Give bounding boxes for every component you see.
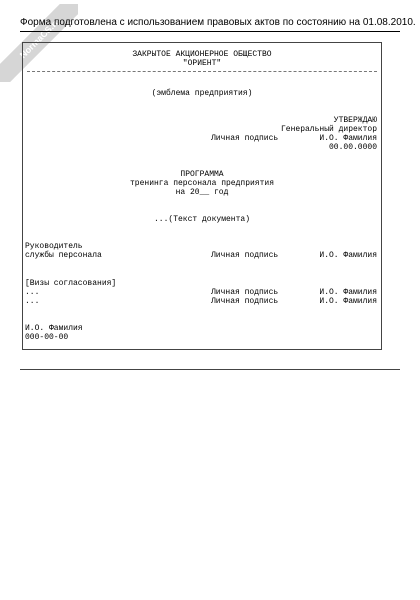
visa-row-2-item: ... <box>25 297 40 306</box>
approve-date: 00.00.0000 <box>328 143 377 152</box>
emblem-placeholder: (эмблема предприятия) <box>151 89 253 98</box>
document-bottom-edge <box>23 349 381 350</box>
document-top-edge <box>23 42 381 43</box>
approve-title: УТВЕРЖДАЮ <box>333 116 377 125</box>
head-name: И.О. Фамилия <box>319 251 377 260</box>
visa-row-1-item: ... <box>25 288 40 297</box>
visa-row-1-signature: Личная подпись <box>211 288 279 297</box>
approve-name: И.О. Фамилия <box>319 134 377 143</box>
head-position-line2: службы персонала <box>25 251 102 260</box>
document-frame <box>22 42 382 350</box>
program-title: ПРОГРАММА <box>180 170 224 179</box>
program-subtitle: тренинга персонала предприятия <box>129 179 275 188</box>
visas-label: [Визы согласования] <box>25 279 117 288</box>
head-signature: Личная подпись <box>211 251 279 260</box>
visa-row-1-name: И.О. Фамилия <box>319 288 377 297</box>
program-year: на 20__ год <box>175 188 229 197</box>
watermark-text: NormaCS.ru <box>0 4 78 82</box>
visa-row-2-name: И.О. Фамилия <box>319 297 377 306</box>
company-divider <box>27 71 377 72</box>
document-body-placeholder: ...(Текст документа) <box>153 215 250 224</box>
legal-status-note: Форма подготовлена с использованием правовых актов по состоянию на 01.08.2010. <box>20 14 400 32</box>
approve-position: Генеральный директор <box>280 125 377 134</box>
company-name-line1: ЗАКРЫТОЕ АКЦИОНЕРНОЕ ОБЩЕСТВО <box>132 50 272 59</box>
visa-row-2-signature: Личная подпись <box>211 297 279 306</box>
executor-phone: 000-00-00 <box>25 333 69 342</box>
company-name-line2: "ОРИЕНТ" <box>182 59 222 68</box>
executor-name: И.О. Фамилия <box>25 324 83 333</box>
approve-signature: Личная подпись <box>211 134 279 143</box>
page-bottom-rule <box>20 369 400 370</box>
head-position-line1: Руководитель <box>25 242 83 251</box>
